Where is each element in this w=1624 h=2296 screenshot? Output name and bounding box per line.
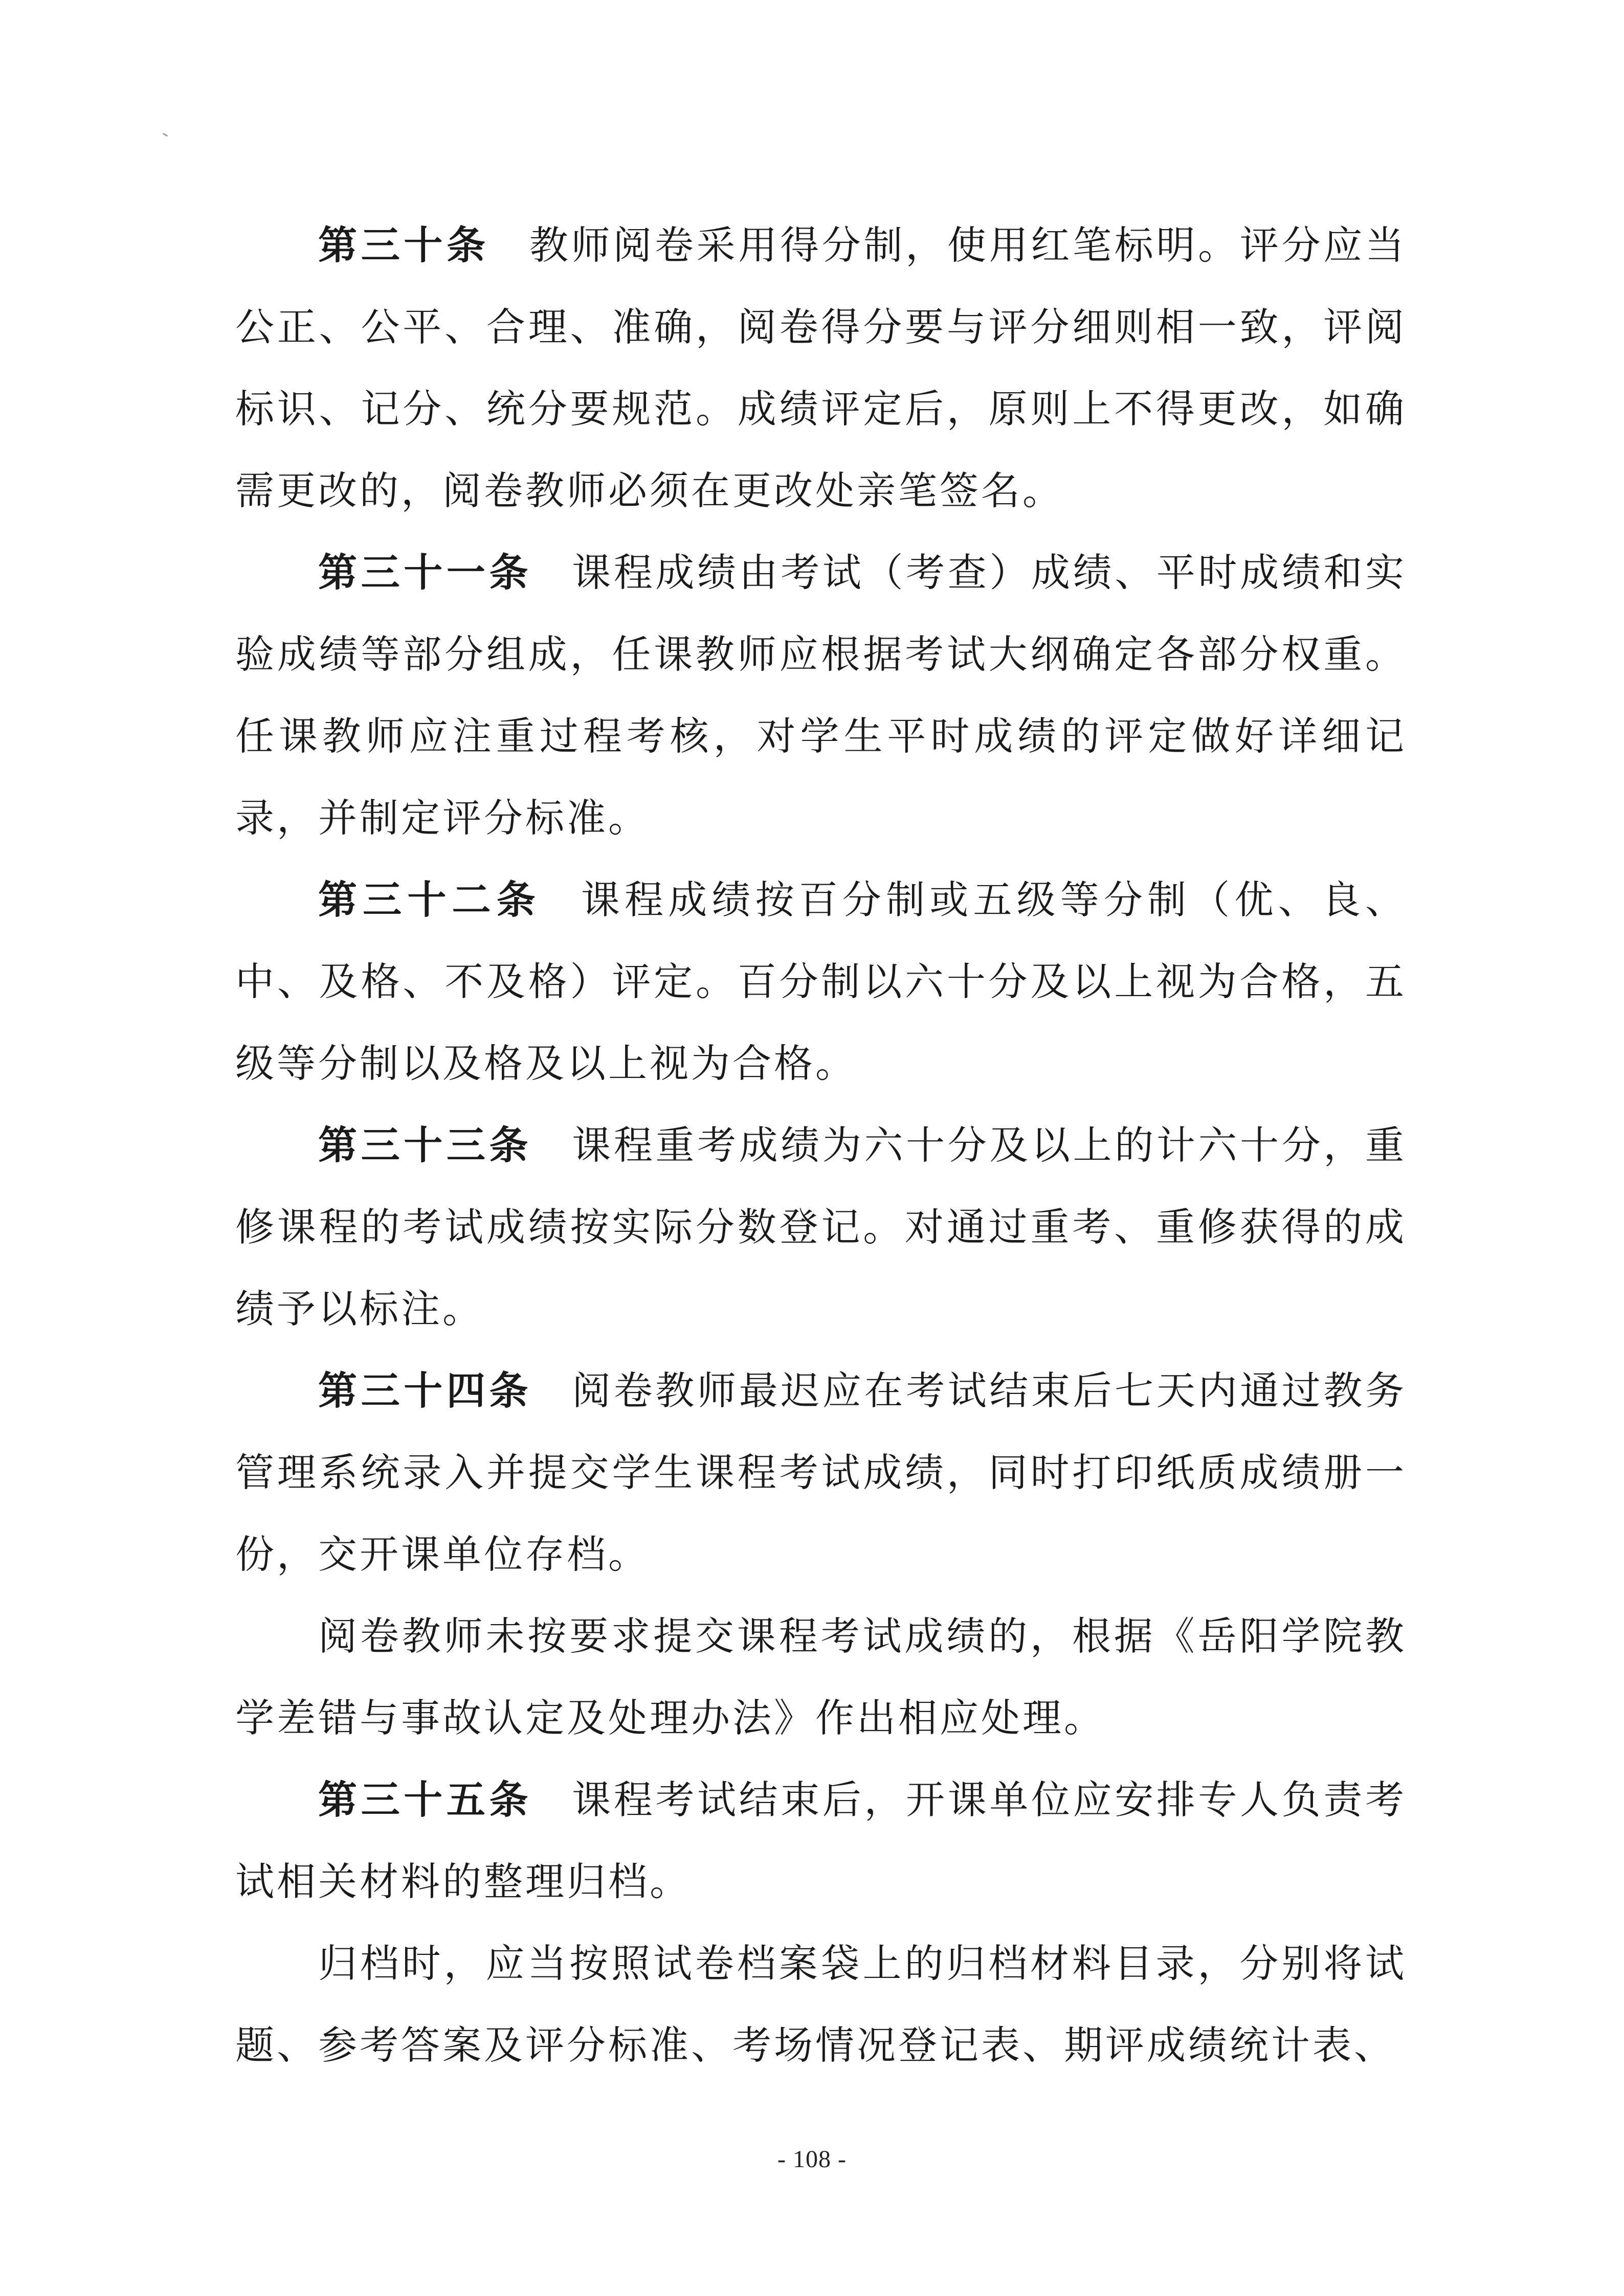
article-text: 课程考试结束后，开课单位应安排专人负责考试相关材料的整理归档。 [235, 1777, 1407, 1904]
scan-speck [163, 133, 168, 137]
article-text: 课程重考成绩为六十分及以上的计六十分，重修课程的考试成绩按实际分数登记。对通过重考、重修获得的成绩予以标注。 [235, 1122, 1407, 1332]
paragraph-text: 阅卷教师未按要求提交课程考试成绩的，根据《岳阳学院教学差错与事故认定及处理办法》作出相应处理。 [235, 1613, 1407, 1741]
article-35-continuation [235, 1923, 1407, 2086]
article-35 [235, 1759, 1407, 1923]
article-34 [235, 1350, 1407, 1595]
article-30 [235, 205, 1407, 532]
page-number: - 108 - [777, 2146, 847, 2173]
paragraph-text: 归档时，应当按照试卷档案袋上的归档材料目录，分别将试题、参考答案及评分标准、考场情况登记表、期评成绩统计表、 [235, 1941, 1407, 2068]
article-heading: 第三十四条 [318, 1368, 532, 1413]
article-text: 阅卷教师最迟应在考试结束后七天内通过教务管理系统录入并提交学生课程考试成绩，同时打印纸质成绩册一份，交开课单位存档。 [235, 1368, 1407, 1577]
article-text: 课程成绩由考试（考查）成绩、平时成绩和实验成绩等部分组成，任课教师应根据考试大纲确定各部分权重。任课教师应注重过程考核，对学生平时成绩的评定做好详细记录，并制定评分标准。 [235, 550, 1407, 841]
article-heading: 第三十五条 [318, 1777, 532, 1822]
article-heading: 第三十三条 [318, 1122, 532, 1168]
document-body [235, 205, 1407, 2086]
article-text: 教师阅卷采用得分制，使用红笔标明。评分应当公正、公平、合理、准确，阅卷得分要与评分细则相一致，评阅标识、记分、统分要规范。成绩评定后，原则上不得更改，如确需更改的，阅卷教师必须在更改处亲笔签名。 [235, 222, 1407, 513]
article-text: 课程成绩按百分制或五级等分制（优、良、中、及格、不及格）评定。百分制以六十分及以上视为合格，五级等分制以及格及以上视为合格。 [235, 877, 1407, 1086]
article-heading: 第三十条 [318, 222, 490, 268]
article-heading: 第三十二条 [318, 877, 541, 922]
article-heading: 第三十一条 [318, 550, 532, 595]
article-33 [235, 1105, 1407, 1350]
article-34-continuation [235, 1595, 1407, 1759]
article-31 [235, 532, 1407, 859]
article-32 [235, 859, 1407, 1105]
